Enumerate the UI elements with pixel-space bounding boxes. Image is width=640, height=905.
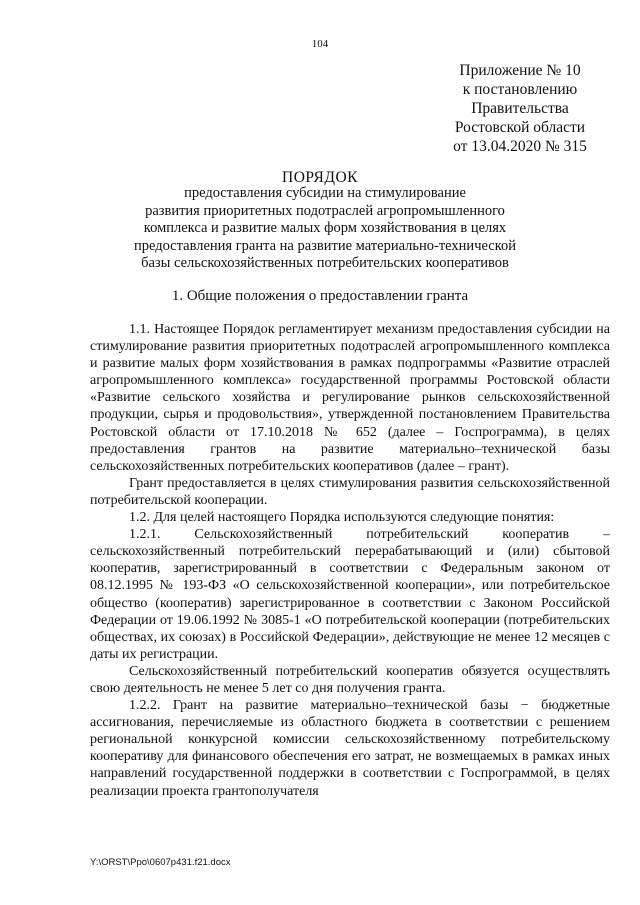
subtitle-line: базы сельскохозяйственных потребительских кооперативов	[141, 255, 509, 272]
file-path-footer: Y:\ORST\Ppo\0607p431.f21.docx	[90, 857, 231, 868]
subtitle-line: развития приоритетных подотраслей агропромышленного	[145, 202, 505, 219]
paragraph-1-2-2: 1.2.2. Грант на развитие материально–технической базы − бюджетные ассигнования, перечисляемые из областного бюджета в соответствии с решением региональной конкурсной комиссии сельскохозяйственному потребительскому кооперативу для финансового обеспечения его затрат, не возмещаемых в рамках иных направлений государственной поддержки в соответствии с Госпрограммой, в целях реализации проекта грантополучателя	[90, 698, 610, 799]
appendix-line: Ростовской области	[454, 119, 586, 136]
paragraph-cooperative-obligation: Сельскохозяйственный потребительский кооператив обязуется осуществлять свою деятельность не менее 5 лет со дня получения гранта.	[90, 663, 610, 696]
appendix-header	[440, 61, 600, 156]
paragraph-grant-purpose: Грант предоставляется в целях стимулирования развития сельскохозяйственной потребительской кооперации.	[90, 475, 610, 508]
appendix-line: Правительства	[471, 100, 569, 117]
appendix-line: к постановлению	[462, 81, 578, 98]
paragraph-1-2-1: 1.2.1. Сельскохозяйственный потребительский кооператив – сельскохозяйственный потребительский перерабатывающий и (или) сбытовой кооператив, зарегистрированный в соответствии с Федеральным законом от 08.12.1995 № 193-ФЗ «О сельскохозяйственной кооперации», или потребительское общество (кооператив) зарегистрированное в соответствии с Законом Российской Федерации от 19.06.1992 № 3085-1 «О потребительской кооперации (потребительских обществах, их союзах) в Российской Федерации», действующие не менее 12 месяцев с даты их регистрации.	[90, 527, 610, 662]
subtitle-line: комплекса и развитие малых форм хозяйствования в целях	[143, 220, 507, 237]
subtitle-line: предоставления гранта на развитие материально-технической	[133, 237, 517, 254]
subtitle-line: предоставления субсидии на стимулирование	[184, 185, 466, 201]
paragraph-1-1: 1.1. Настоящее Порядок регламентирует механизм предоставления субсидии на стимулирование развития приоритетных подотраслей агропромышленного комплекса и развитие малых форм хозяйствования в рамках подпрограммы «Развитие отраслей агропромышленного комплекса» государственной программы Ростовской области «Развитие сельского хозяйства и регулирование рынков сельскохозяйственной продукции, сырья и продовольствия», утвержденной постановлением Правительства Ростовской области от 17.10.2018 № 652 (далее – Госпрограмма), в целях предоставления грантов на развитие материально–технической базы сельскохозяйственных потребительских кооперативов (далее – грант).	[90, 322, 610, 474]
page-number: 104	[311, 38, 329, 50]
paragraph-1-2: 1.2. Для целей настоящего Порядка используются следующие понятия:	[129, 510, 555, 526]
appendix-line: от 13.04.2020 № 315	[453, 138, 587, 155]
document-body	[90, 321, 610, 800]
document-title: ПОРЯДОК	[282, 169, 358, 186]
section-heading: 1. Общие положения о предоставлении гранта	[171, 288, 469, 304]
document-subtitle	[100, 185, 550, 273]
appendix-line: Приложение № 10	[459, 62, 581, 79]
